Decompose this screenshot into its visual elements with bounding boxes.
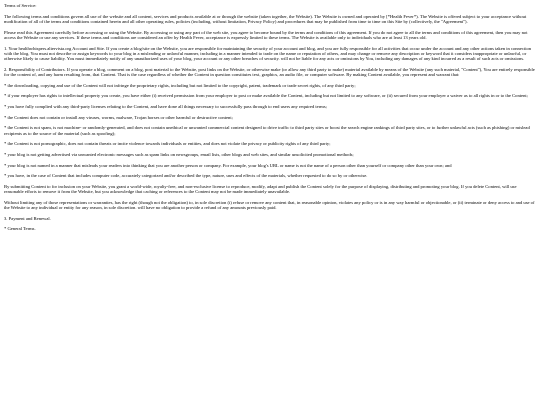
bullet-code: * you have, in the case of Content that includes computer code, accurately categorized and/or described the type, nature, uses and effects of the materials, whether requested to do so by or otherwise.: [4, 173, 368, 179]
bullet-copyright: * the downloading, copying and use of the Content will not infringe the proprietary rights, including but not limited to the copyright, patent, trademark or trade secret rights, of any third party;: [4, 82, 356, 88]
bullet-naming: * your blog is not named in a manner that misleads your readers into thinking that you are another person or company. For example, your blog's URL or name is not the name of a person other than yourself or company other than your own; and: [4, 162, 452, 168]
general-terms-heading: * General Terms.: [4, 226, 36, 232]
bullet-licenses: * you have fully complied with any third-party licenses relating to the Content, and have done all things necessary to successfully pass through to end users any required terms;: [4, 104, 327, 110]
bullet-viruses: * the Content does not contain or install any viruses, worms, malware, Trojan horses or other harmful or destructive content;: [4, 114, 233, 120]
bullet-employer: * if your employer has rights to intellectual property you create, you have either (i) received permission from your employer to post or make available the Content, including but not limited to any software, or (ii) secured from your employer a waiver as to all rights in or to the Content;: [4, 93, 528, 99]
license-paragraph: By submitting Content to for inclusion on your Website, you grant a world-wide, royalty-free, and non-exclusive license to reproduce, modify, adapt and publish the Content solely for the purpose of displaying, distributing and promoting your blog. If you delete Content, will use reasonable efforts to remove it from the Website, but you acknowledge that caching or references to the Content may not be made immediately unavailable.: [4, 183, 517, 195]
account-section: 1. Your healthwhispers.altervista.org Account and Site. If you create a blog/site on the Website, you are responsible for maintaining the security of your account and blog, and you are fully responsible for all activities that occur under the account and any other actions taken in connection with the blog. You must not describe or assign keywords to your blog in a misleading or unlawful manner, including in a manner intended to trade on the name or reputation of others, and may change or remove any description or keyword that it considers inappropriate or unlawful, or otherwise likely to cause liability. You must immediately notify of any unauthorized uses of your blog, your account or any other breaches of security. will not be liable for any acts or omissions by You, including any damages of any kind incurred as a result of such acts or omissions.: [4, 45, 532, 62]
intro-paragraph: The following terms and conditions govern all use of the website and all content, services and products available at or through the website (taken together, the Website). The Website is owned and operated by [*Health Fever*). The Website is offered subject to your acceptance without modification of all of the terms and conditions contained herein and all other operating rules, policies (including, without limitation, Privacy Policy) and procedures that may be published from time to time on this Site by (collectively, the "Agreement").: [4, 14, 527, 25]
terms-body: [4, 14, 536, 232]
bullet-spam: * the Content is not spam, is not machine- or randomly-generated, and does not contain unethical or unwanted commercial content designed to drive traffic to third party sites or boost the search engine rankings of third party sites, or to further unlawful acts (such as phishing) or mislead recipients as to the source of the material (such as spoofing);: [4, 125, 530, 136]
payment-section-heading: 3. Payment and Renewal.: [4, 215, 51, 221]
limitations-paragraph: Without limiting any of those representations or warranties, has the right (though not the obligation) to, in sole discretion (i) refuse or remove any content that, in reasonable opinion, violates any policy or is in any way harmful or objectionable, or (ii) terminate or deny access to and use of the Website to any individual or entity for any reason, in sole discretion. will have no obligation to provide a refund of any amounts previously paid.: [4, 199, 535, 210]
agreement-paragraph: Please read this Agreement carefully before accessing or using the Website. By accessing or using any part of the web site, you agree to become bound by the terms and conditions of this agreement. If you do not agree to all the terms and conditions of this agreement, then you may not access the Website or use any services. If these terms and conditions are considered an offer by Health Fever, acceptance is expressly limited to these terms. The Website is available only to individuals who are at least 13 years old.: [4, 29, 528, 41]
bullet-pornographic: * the Content is not pornographic, does not contain threats or incite violence towards individuals or entities, and does not violate the privacy or publicity rights of any third party;: [4, 141, 331, 147]
page-title: Terms of Service:: [4, 3, 37, 8]
bullet-advertising: * your blog is not getting advertised via unwanted electronic messages such as spam links on newsgroups, email lists, other blogs and web sites, and similar unsolicited promotional methods;: [4, 151, 354, 157]
contributors-section: 2. Responsibility of Contributors. If you operate a blog, comment on a blog, post material to the Website, post links on the Website, or otherwise make (or allow any third party to make) material available by means of the Website (any such material, "Content"), You are entirely responsible for the content of, and any harm resulting from, that Content. That is the case regardless of whether the Content in question constitutes text, graphics, an audio file, or computer software. By making Content available, you represent and warrant that:: [4, 66, 535, 78]
